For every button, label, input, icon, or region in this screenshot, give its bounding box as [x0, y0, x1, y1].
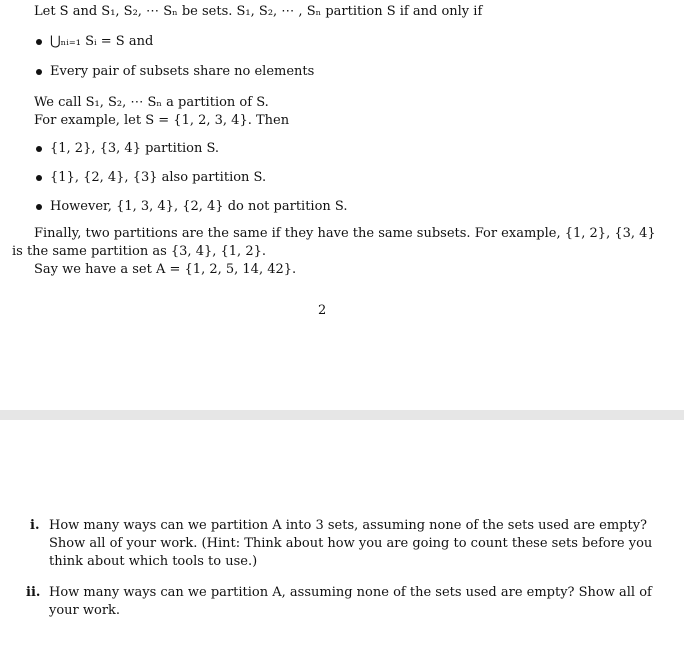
question-line: How many ways can we partition A into 3 sets, assuming none of the sets used are empty?: [49, 518, 648, 533]
question-line: your work.: [49, 603, 121, 618]
question-line: Show all of your work. (Hint: Think about how you are going to count these sets before you: [49, 536, 653, 551]
example-intro: For example, let S = {1, 2, 3, 4}. Then: [34, 113, 290, 128]
set-a-line: Say we have a set A = {1, 2, 5, 14, 42}.: [34, 262, 297, 277]
question-text: [49, 584, 652, 620]
question-label: ii.: [26, 585, 41, 600]
bullet-icon: [36, 146, 42, 152]
question-label: i.: [30, 518, 40, 533]
intro-line: Let S and S₁, S₂, ⋯ Sₙ be sets. S₁, S₂, ⋯ , Sₙ partition S if and only if: [34, 4, 483, 19]
bullet-icon: [36, 175, 42, 181]
bullet-icon: [36, 39, 42, 45]
page-separator: [0, 410, 684, 420]
question-line: How many ways can we partition A, assuming none of the sets used are empty? Show all of: [49, 585, 652, 600]
example-item: However, {1, 3, 4}, {2, 4} do not partition S.: [50, 199, 348, 214]
page-lower: [0, 420, 684, 658]
question-text: [49, 517, 652, 571]
finally-line-2: is the same partition as {3, 4}, {1, 2}.: [12, 244, 266, 259]
example-item: {1}, {2, 4}, {3} also partition S.: [50, 170, 267, 185]
definition-line: We call S₁, S₂, ⋯ Sₙ a partition of S.: [34, 95, 269, 110]
bullet-icon: [36, 204, 42, 210]
question-line: think about which tools to use.): [49, 554, 258, 569]
condition-union: ⋃ₙᵢ₌₁ Sᵢ = S and: [50, 34, 154, 49]
finally-line-1: Finally, two partitions are the same if they have the same subsets. For example, {1, 2}, {3, 4}: [34, 226, 656, 241]
example-item: {1, 2}, {3, 4} partition S.: [50, 141, 220, 156]
page-number: 2: [318, 303, 327, 318]
condition-disjoint: Every pair of subsets share no elements: [50, 64, 315, 79]
bullet-icon: [36, 69, 42, 75]
